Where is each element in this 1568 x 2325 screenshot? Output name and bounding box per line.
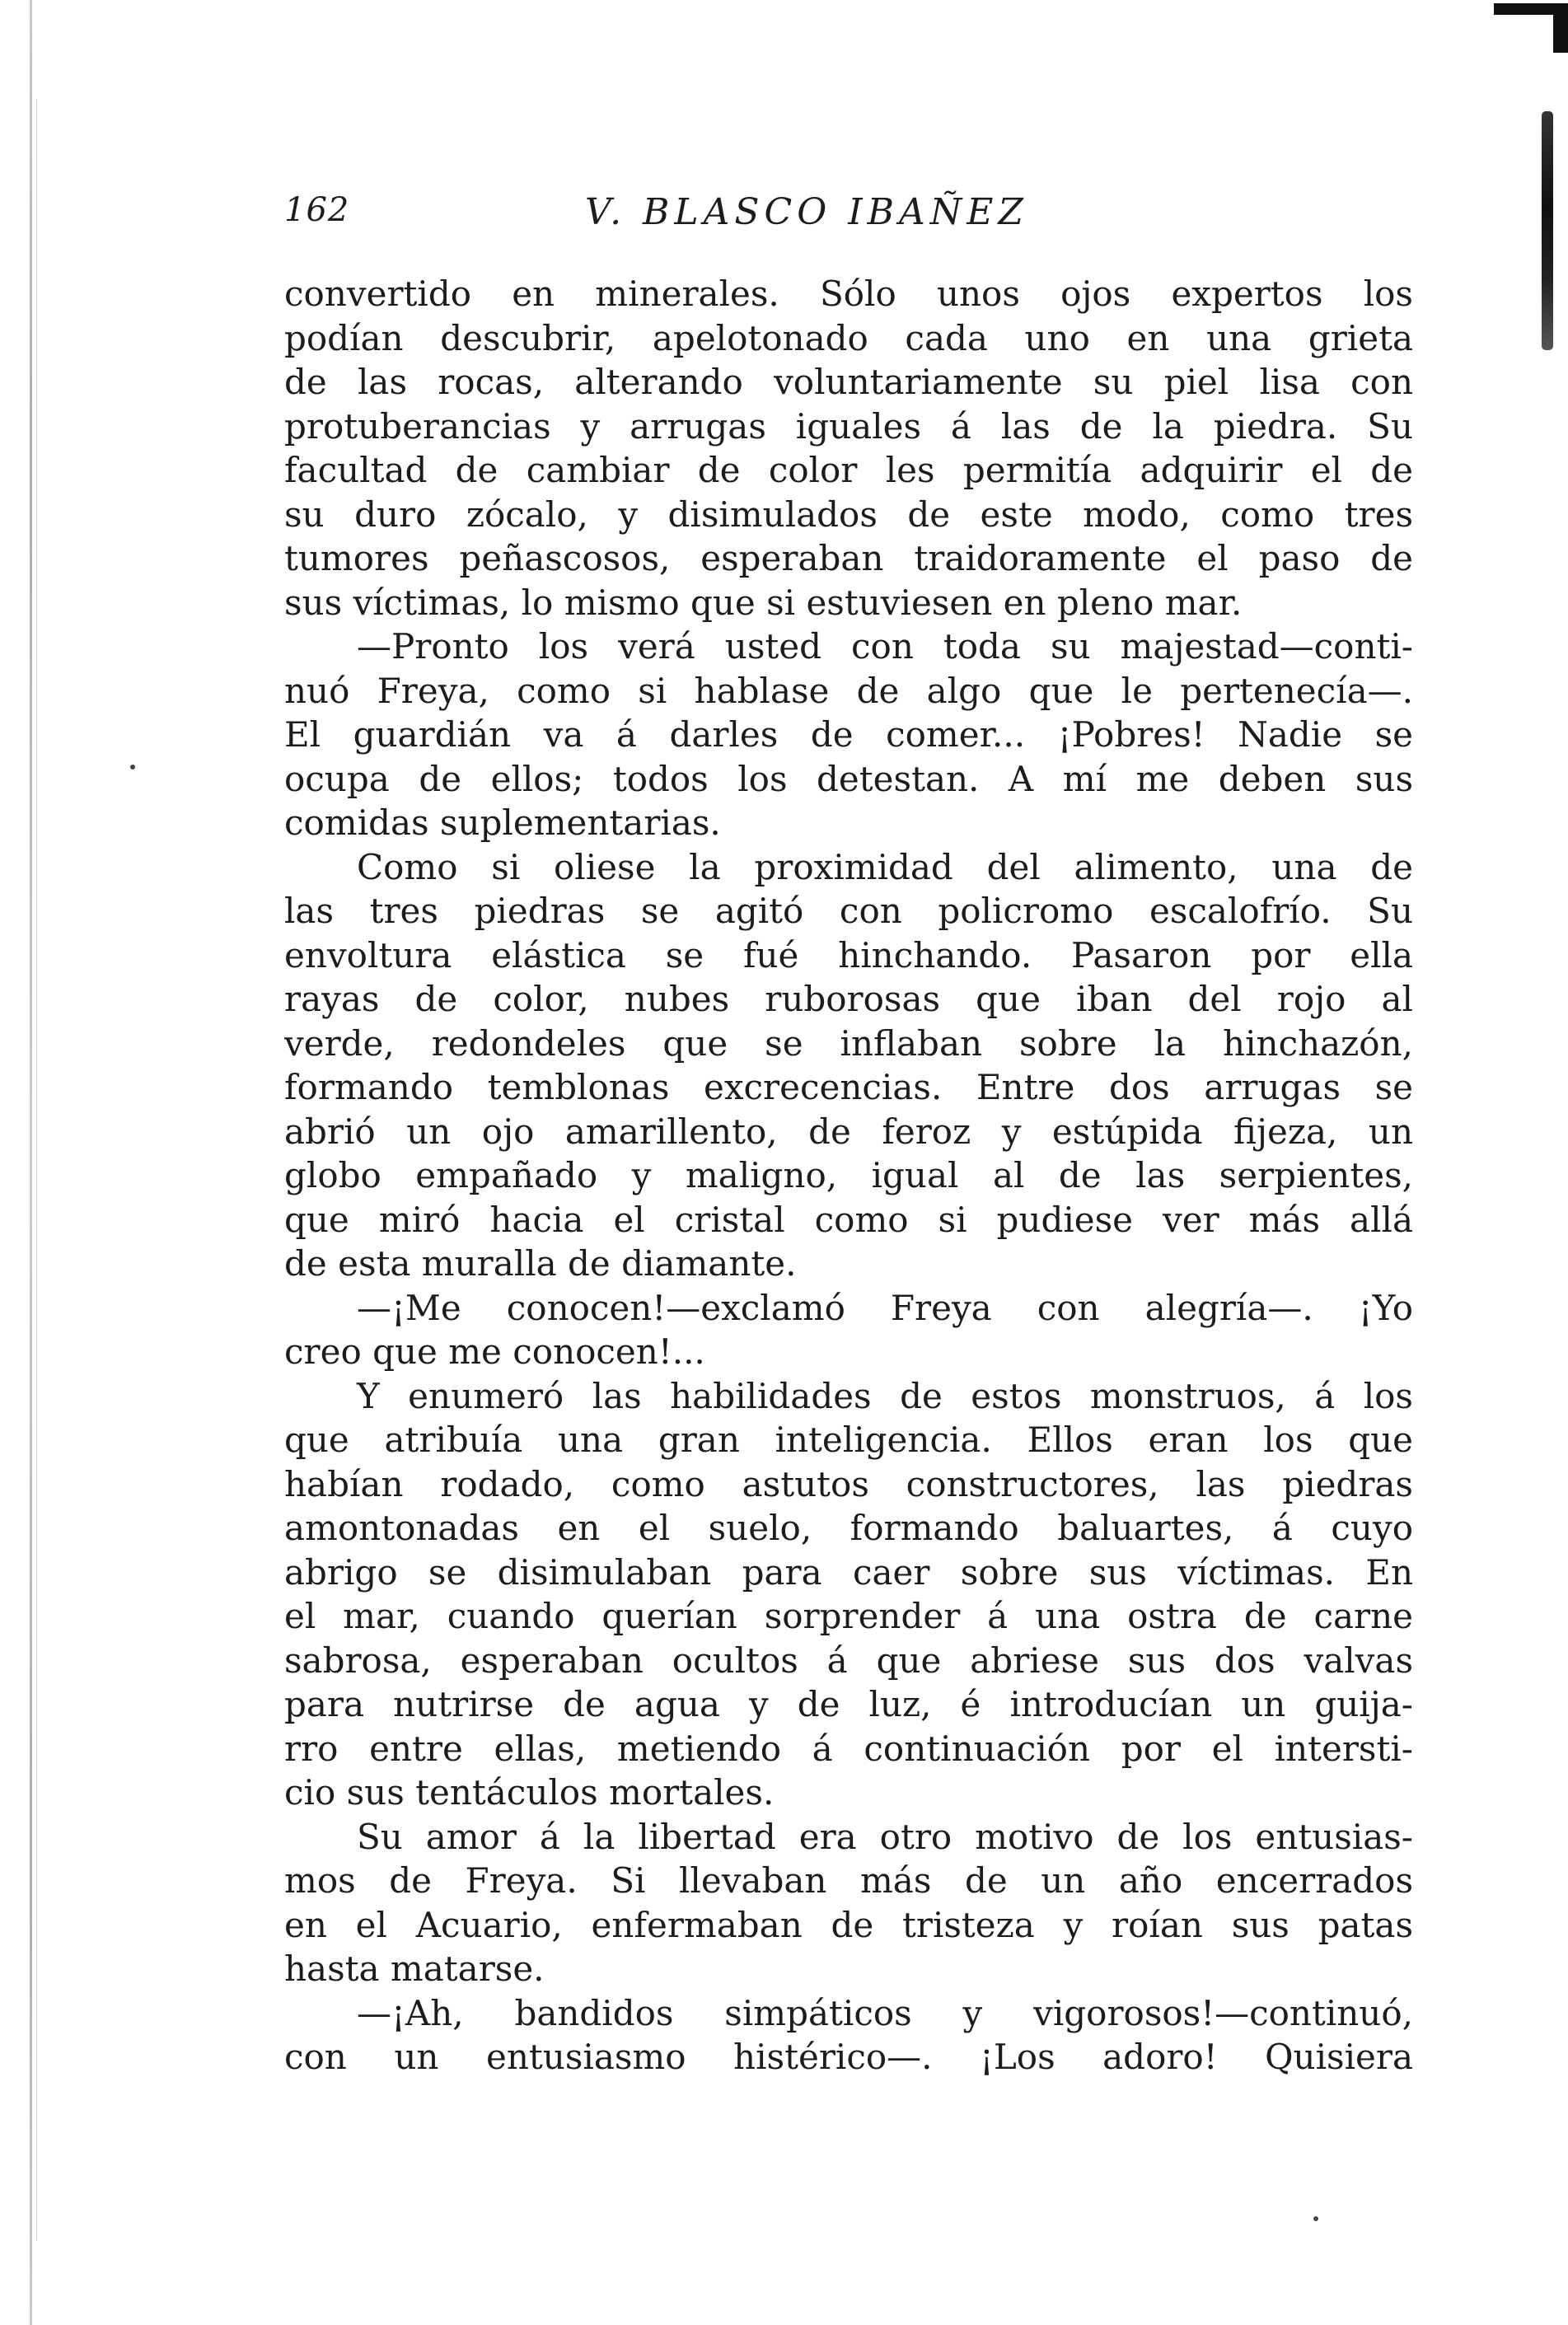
- text-line: formando temblonas excrecencias. Entre dos arrugas se: [284, 1067, 1413, 1107]
- text-line: amontonadas en el suelo, formando baluartes, á cuyo: [284, 1508, 1413, 1548]
- text-line: que atribuía una gran inteligencia. Ellos eran los que: [284, 1420, 1413, 1460]
- text-line: verde, redondeles que se inflaban sobre la hinchazón,: [284, 1022, 1413, 1064]
- text-line: comidas suplementarias.: [284, 802, 721, 843]
- text-line: protuberancias y arrugas iguales á las de la piedra. Su: [284, 405, 1413, 447]
- text-line: convertido en minerales. Sólo unos ojos expertos los: [284, 274, 1413, 314]
- text-line: que miró hacia el cristal como si pudiese ver más allá: [284, 1199, 1413, 1240]
- text-line: de las rocas, alterando voluntariamente su piel lisa con: [284, 362, 1413, 402]
- text-line: para nutrirse de agua y de luz, é introducían un guija-: [284, 1684, 1413, 1724]
- text-line: las tres piedras se agitó con policromo escalofrío. Su: [284, 891, 1413, 931]
- text-line: El guardián va á darles de comer... ¡Pobres! Nadie se: [284, 714, 1413, 755]
- text-line: de esta muralla de diamante.: [284, 1243, 797, 1284]
- page-number: 162: [284, 191, 350, 229]
- text-line: el mar, cuando querían sorprender á una ostra de carne: [284, 1596, 1413, 1636]
- scan-binding-edge-inner: [36, 99, 37, 2241]
- scan-speck: [130, 765, 135, 770]
- text-line: sabrosa, esperaban ocultos á que abriese sus dos valvas: [284, 1640, 1413, 1681]
- text-line: podían descubrir, apelotonado cada uno en una grieta: [284, 317, 1413, 358]
- text-line: nuó Freya, como si hablase de algo que le pertenecía—.: [284, 670, 1413, 711]
- text-line: habían rodado, como astutos constructores, las piedras: [284, 1463, 1413, 1504]
- text-line: su duro zócalo, y disimulados de este modo, como tres: [284, 494, 1413, 535]
- scan-binding-edge: [30, 0, 32, 2325]
- text-line: en el Acuario, enfermaban de tristeza y roían sus patas: [284, 1904, 1413, 1945]
- text-line: ocupa de ellos; todos los detestan. A mí me deben sus: [284, 758, 1413, 799]
- scan-speck: [1313, 2216, 1318, 2221]
- text-line: Como si oliese la proximidad del alimento, una de: [357, 846, 1413, 887]
- text-line: rro entre ellas, metiendo á continuación por el intersti-: [284, 1728, 1413, 1769]
- text-line: creo que me conocen!...: [284, 1331, 705, 1372]
- text-line: tumores peñascosos, esperaban traidoramente el paso de: [284, 538, 1413, 578]
- page-header: [284, 191, 1413, 249]
- text-line: rayas de color, nubes ruborosas que iban del rojo al: [284, 979, 1413, 1019]
- text-line: Su amor á la libertad era otro motivo de los entusias-: [357, 1816, 1413, 1857]
- text-line: con un entusiasmo histérico—. ¡Los adoro! Quisiera: [284, 2037, 1413, 2077]
- text-line: abrigo se disimulaban para caer sobre sus víctimas. En: [284, 1551, 1413, 1593]
- text-line: sus víctimas, lo mismo que si estuviesen en pleno mar.: [284, 582, 1243, 623]
- running-title: V. BLASCO IBAÑEZ: [585, 191, 1028, 233]
- text-line: —¡Me conocen!—exclamó Freya con alegría—. ¡Yo: [357, 1287, 1413, 1328]
- body-text: [284, 272, 1413, 2079]
- text-line: Y enumeró las habilidades de estos monstruos, á los: [357, 1375, 1413, 1416]
- text-line: facultad de cambiar de color les permitía adquirir el de: [284, 450, 1413, 490]
- text-line: envoltura elástica se fué hinchando. Pasaron por ella: [284, 934, 1413, 975]
- text-line: —¡Ah, bandidos simpáticos y vigorosos!—continuó,: [357, 1992, 1413, 2033]
- text-line: —Pronto los verá usted con toda su majestad—conti-: [357, 626, 1413, 667]
- text-line: abrió un ojo amarillento, de feroz y estúpida fijeza, un: [284, 1111, 1413, 1152]
- text-line: hasta matarse.: [284, 1948, 545, 1989]
- text-line: mos de Freya. Si llevaban más de un año encerrados: [284, 1860, 1413, 1901]
- text-line: cio sus tentáculos mortales.: [284, 1772, 775, 1813]
- text-line: globo empañado y maligno, igual al de las serpientes,: [284, 1155, 1413, 1195]
- scan-corner-mark: [1494, 0, 1568, 58]
- scan-edge-streak: [1542, 111, 1553, 350]
